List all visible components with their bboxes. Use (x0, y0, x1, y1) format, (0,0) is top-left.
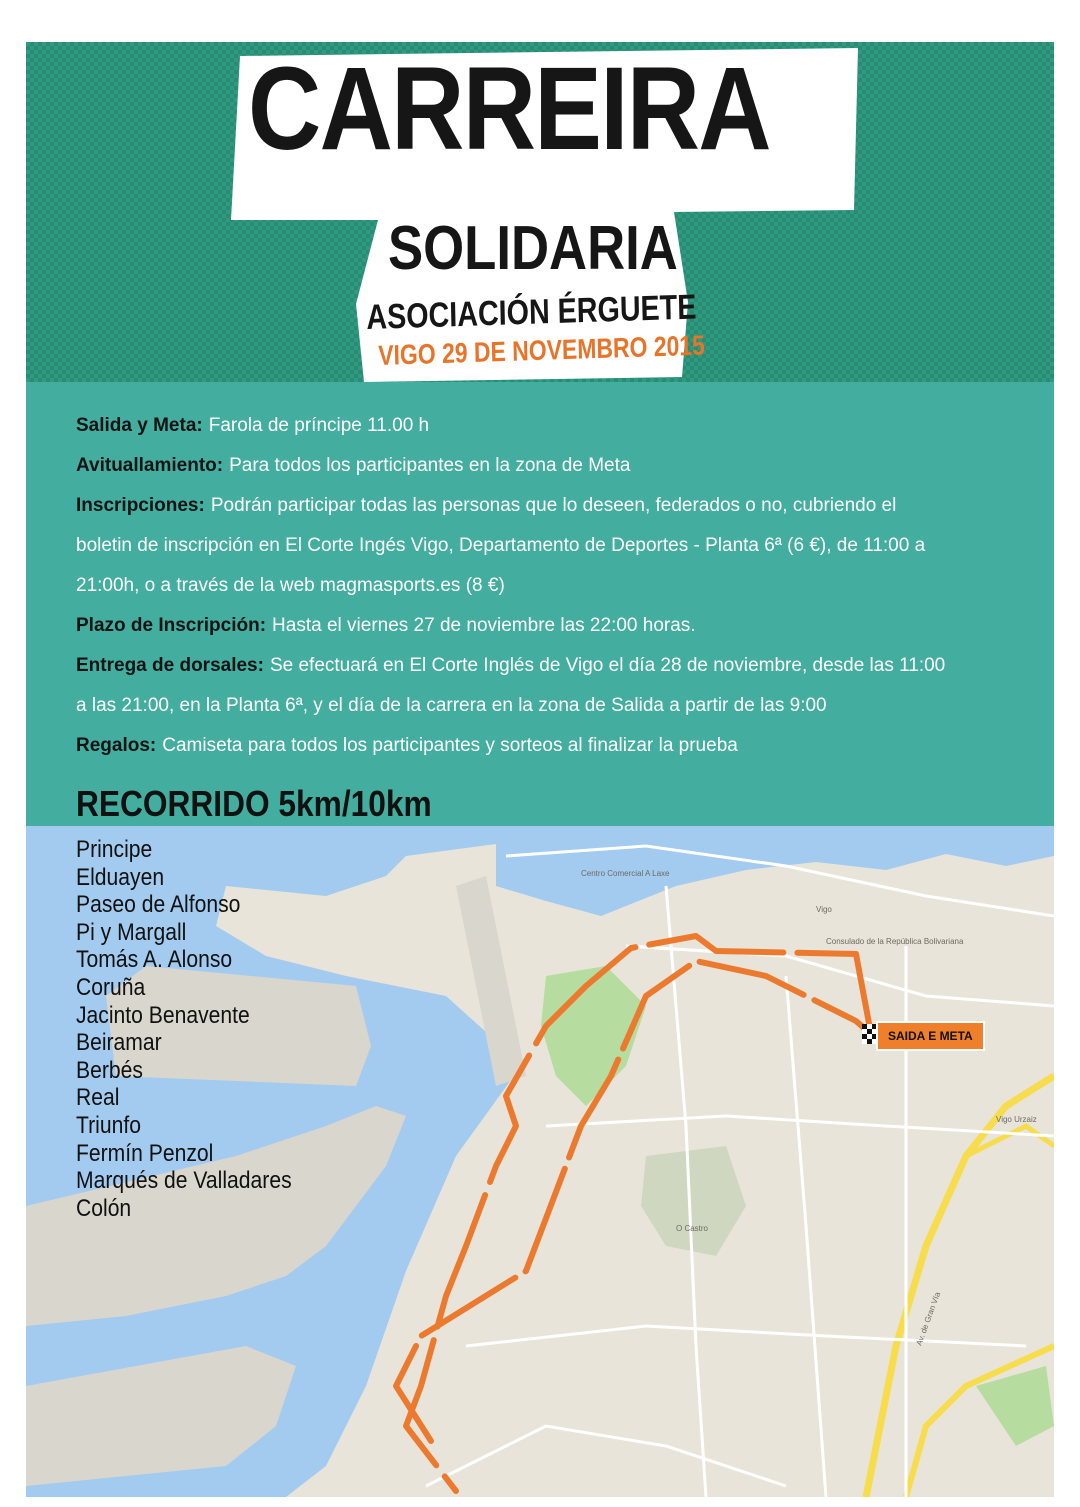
event-title: CARREIRA (248, 43, 770, 175)
info-line-inscripciones (76, 486, 1036, 526)
info-text: Camiseta para todos los participantes y sorteos al finalizar la prueba (162, 735, 738, 756)
info-text: Se efectuará en El Corte Inglés de Vigo el día 28 de noviembre, desde las 11:00 (269, 655, 946, 676)
info-label: Regalos: (76, 735, 157, 756)
info-label: Entrega de dorsales: (76, 655, 264, 676)
street-item: Jacinto Benavente (76, 1001, 250, 1029)
street-item: Coruña (76, 973, 146, 1001)
info-text: Para todos los participantes en la zona de Meta (229, 455, 631, 476)
route-map (26, 826, 1054, 1497)
street-item: Marqués de Valladares (76, 1167, 292, 1195)
street-item: Triunfo (76, 1111, 141, 1139)
street-item: Beiramar (76, 1029, 162, 1057)
info-label: Salida y Meta: (76, 415, 203, 436)
info-line-dorsales-2 (76, 686, 1036, 726)
info-text: Farola de príncipe 11.00 h (208, 415, 430, 436)
map-label-consulado: Consulado de la República Bolivariana (826, 937, 964, 946)
info-line-inscripciones-2 (76, 526, 1036, 566)
info-line-inscripciones-3 (76, 566, 1036, 606)
info-panel (26, 382, 1054, 826)
map-label-centro: Centro Comercial A Laxe (581, 869, 670, 878)
info-label: Avituallamiento: (76, 455, 224, 476)
info-label: Inscripciones: (76, 495, 205, 516)
poster (26, 42, 1054, 1497)
street-item: Paseo de Alfonso (76, 891, 241, 919)
info-line-avituallamiento (76, 446, 1036, 486)
map-label-vigo-urzaiz: Vigo Urzaiz (996, 1115, 1037, 1124)
map-label-city: Vigo (816, 905, 832, 914)
info-text: a las 21:00, en la Planta 6ª, y el día de la carrera en la zona de Salida a partir de las 9:00 (76, 695, 827, 716)
info-line-dorsales (76, 646, 1036, 686)
street-item: Fermín Penzol (76, 1139, 214, 1167)
street-item: Tomás A. Alonso (76, 946, 233, 974)
street-item: Pi y Margall (76, 918, 187, 946)
street-item: Colón (76, 1194, 132, 1222)
info-line-plazo (76, 606, 1036, 646)
hero-banner (26, 42, 1054, 382)
event-subtitle: SOLIDARIA (388, 214, 678, 283)
finish-label: SAIDA E META (876, 1021, 985, 1051)
map-label-castro: O Castro (676, 1224, 709, 1233)
info-text: Podrán participar todas las personas que lo deseen, federados o no, cubriendo el (210, 495, 897, 516)
street-item: Principe (76, 836, 153, 863)
route-heading: RECORRIDO 5km/10km (76, 783, 432, 824)
street-list (76, 836, 321, 1222)
info-text: 21:00h, o a través de la web magmasports.es (8 €) (76, 575, 505, 596)
street-item: Real (76, 1084, 120, 1112)
organizer-name: ASOCIACIÓN ÉRGUETE (365, 287, 697, 337)
info-list (76, 406, 1036, 766)
info-text: boletin de inscripción en El Corte Ingés Vigo, Departamento de Deportes - Planta 6ª (6 €), de 11:00 a (76, 535, 926, 556)
event-date: VIGO 29 DE NOVEMBRO 2015 (377, 329, 706, 371)
street-item: Elduayen (76, 863, 165, 891)
info-line-salida (76, 406, 1036, 446)
info-label: Plazo de Inscripción: (76, 615, 267, 636)
info-text: Hasta el viernes 27 de noviembre las 22:00 horas. (272, 615, 696, 636)
street-item: Berbés (76, 1056, 143, 1084)
info-line-regalos (76, 726, 1036, 766)
map-label-gran-via: Av. de Gran Vía (914, 1290, 943, 1347)
